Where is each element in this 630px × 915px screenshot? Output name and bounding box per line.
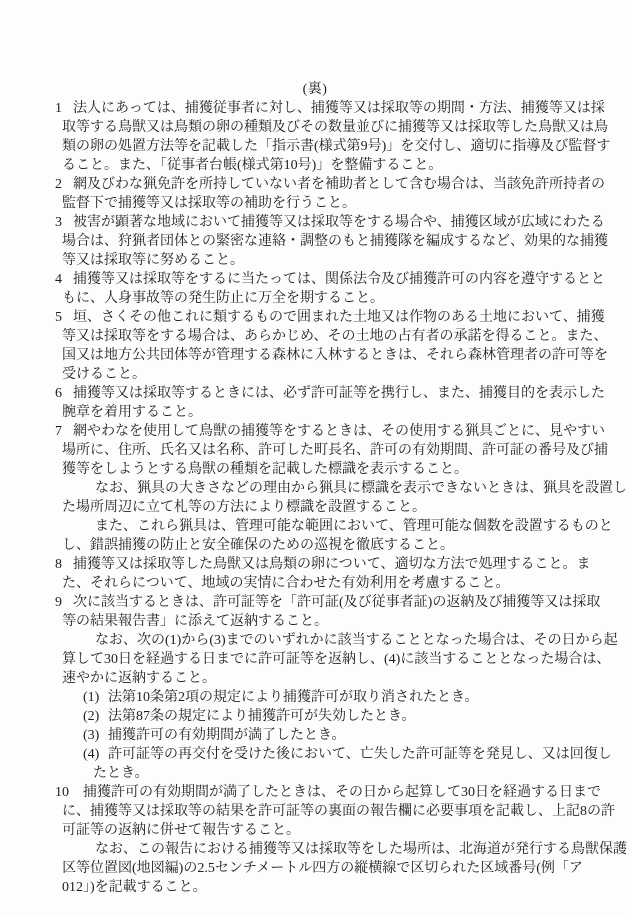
document-line: [0, 764, 630, 783]
line-text: 捕獲許可の有効期間が満了したとき。: [108, 728, 346, 743]
document-line: [0, 498, 630, 517]
document-line: [0, 232, 630, 251]
document-line: [0, 821, 630, 840]
document-line: [0, 213, 630, 232]
line-text: また、これら猟具は、管理可能な範囲において、管理可能な個数を設置するものと: [95, 519, 613, 534]
document-line: [0, 441, 630, 460]
document-line: [0, 479, 630, 498]
line-text: 受けること。: [62, 367, 146, 382]
line-text: 取等する鳥獣又は鳥類の卵の種類及びその数量並びに捕獲等又は採取等した鳥獣又は鳥: [62, 120, 608, 135]
line-text: 法第87条の規定により捕獲許可が失効したとき。: [108, 709, 416, 724]
sub-item-marker: (3): [83, 728, 100, 743]
line-text: 腕章を着用すること。: [62, 405, 202, 420]
document-line: [0, 327, 630, 346]
line-text: 算して30日を経過する日までに許可証等を返納し、(4)に該当することとなった場合は、: [62, 652, 611, 667]
document-line: [0, 289, 630, 308]
item-number: 1: [55, 101, 62, 116]
document-line: [0, 783, 630, 802]
document-line: [0, 118, 630, 137]
document-line: [0, 175, 630, 194]
line-text: 網及びわな猟免許を所持していない者を補助者として含む場合は、当該免許所持者の: [73, 177, 605, 192]
document-line: [0, 460, 630, 479]
item-number: 10: [55, 785, 69, 800]
document-line: [0, 137, 630, 156]
line-text: た、それらについて、地域の実情に合わせた有効利用を考慮すること。: [62, 576, 510, 591]
item-number: 4: [55, 272, 62, 287]
item-number: 2: [55, 177, 62, 192]
sub-item-marker: (2): [83, 709, 100, 724]
line-text: 可証等の返納に併せて報告すること。: [62, 823, 300, 838]
line-text: 国又は地方公共団体等が管理する森林に入林するときは、それら森林管理者の許可等を: [62, 348, 608, 363]
document-line: [0, 403, 630, 422]
sub-item-marker: (4): [83, 747, 100, 762]
document-line: [0, 555, 630, 574]
document-line: [0, 631, 630, 650]
line-text: 012」)を記載すること。: [62, 880, 207, 895]
line-text: 捕獲許可の有効期間が満了したときは、その日から起算して30日を経過する日まで: [83, 785, 601, 800]
line-text: 速やかに返納すること。: [62, 671, 216, 686]
line-text: 区等位置図(地図編)の2.5センチメートル四方の縦横線で区切られた区域番号(例「ア: [62, 861, 583, 876]
line-text: 類の卵の処置方法等を記載した「指示書(様式第9号)」を交付し、適切に指導及び監督す: [62, 139, 611, 154]
document-lines: [0, 99, 630, 897]
line-text: なお、猟具の大きさなどの理由から猟具に標識を表示できないときは、猟具を設置し: [95, 481, 627, 496]
document-line: [0, 99, 630, 118]
line-text: 許可証等の再交付を受けた後において、亡失した許可証等を発見し、又は回復し: [108, 747, 612, 762]
document-line: [0, 517, 630, 536]
document-line: [0, 726, 630, 745]
item-number: 8: [55, 557, 62, 572]
line-text: ること。また、「従事者台帳(様式第10号)」を整備すること。: [62, 158, 443, 173]
item-number: 6: [55, 386, 62, 401]
document-line: [0, 270, 630, 289]
item-number: 9: [55, 595, 62, 610]
document-line: [0, 840, 630, 859]
document-line: [0, 669, 630, 688]
sub-item-marker: (1): [83, 690, 100, 705]
line-text: たとき。: [93, 766, 149, 781]
line-text: 捕獲等又は採取等した鳥獣又は鳥類の卵について、適切な方法で処理すること。ま: [73, 557, 591, 572]
item-number: 5: [55, 310, 62, 325]
line-text: 捕獲等又は採取等をするに当たっては、関係法令及び捕獲許可の内容を遵守するとと: [73, 272, 605, 287]
line-text: 場合は、狩猟者団体との緊密な連絡・調整のもと捕獲隊を編成するなど、効果的な捕獲: [62, 234, 608, 249]
line-text: 法第10条第2項の規定により捕獲許可が取り消されたとき。: [108, 690, 479, 705]
document-line: [0, 593, 630, 612]
document-line: [0, 384, 630, 403]
document-line: [0, 194, 630, 213]
line-text: に、捕獲等又は採取等の結果を許可証等の裏面の報告欄に必要事項を記載し、上記8の許: [62, 804, 615, 819]
document-line: [0, 859, 630, 878]
item-number: 7: [55, 424, 62, 439]
line-text: 被害が顕著な地域において捕獲等又は採取等をする場合や、捕獲区域が広域にわたる: [73, 215, 605, 230]
document-line: [0, 707, 630, 726]
document-line: [0, 156, 630, 175]
document-line: [0, 878, 630, 897]
line-text: た場所周辺に立て札等の方法により標識を設置すること。: [62, 500, 426, 515]
document-line: [0, 251, 630, 270]
line-text: 監督下で捕獲等又は採取等の補助を行うこと。: [62, 196, 356, 211]
document-line: [0, 650, 630, 669]
document-line: [0, 802, 630, 821]
document-line: [0, 688, 630, 707]
line-text: なお、この報告における捕獲等又は採取等をした場所は、北海道が発行する鳥獣保護: [95, 842, 627, 857]
document-line: [0, 346, 630, 365]
document-line: [0, 745, 630, 764]
line-text: 網やわなを使用して鳥獣の捕獲等をするときは、その使用する猟具ごとに、見やすい: [73, 424, 605, 439]
document-line: [0, 422, 630, 441]
line-text: 等又は採取等をする場合は、あらかじめ、その土地の占有者の承諾を得ること。また、: [62, 329, 608, 344]
line-text: 等又は採取等に努めること。: [62, 253, 244, 268]
line-text: し、錯誤捕獲の防止と安全確保のための巡視を徹底すること。: [62, 538, 454, 553]
line-text: なお、次の(1)から(3)までのいずれかに該当することとなった場合は、その日から起: [95, 633, 618, 648]
document-line: [0, 536, 630, 555]
line-text: 垣、さくその他これに類するもので囲まれた土地又は作物のある土地において、捕獲: [73, 310, 605, 325]
document-line: [0, 365, 630, 384]
item-number: 3: [55, 215, 62, 230]
document-line: [0, 612, 630, 631]
line-text: 捕獲等又は採取等するときには、必ず許可証等を携行し、また、捕獲目的を表示した: [73, 386, 605, 401]
document-line: [0, 308, 630, 327]
line-text: 法人にあっては、捕獲従事者に対し、捕獲等又は採取等の期間・方法、捕獲等又は採: [73, 101, 605, 116]
page-side-label: (裏): [302, 82, 328, 97]
line-text: もに、人身事故等の発生防止に万全を期すること。: [62, 291, 384, 306]
line-text: 次に該当するときは、許可証等を「許可証(及び従事者証)の返納及び捕獲等又は採取: [73, 595, 601, 610]
line-text: 獲等をしようとする鳥獣の種類を記載した標識を表示すること。: [62, 462, 468, 477]
document-line: [0, 574, 630, 593]
line-text: 場所に、住所、氏名又は名称、許可した町長名、許可の有効期間、許可証の番号及び捕: [62, 443, 608, 458]
line-text: 等の結果報告書」に添えて返納すること。: [62, 614, 328, 629]
